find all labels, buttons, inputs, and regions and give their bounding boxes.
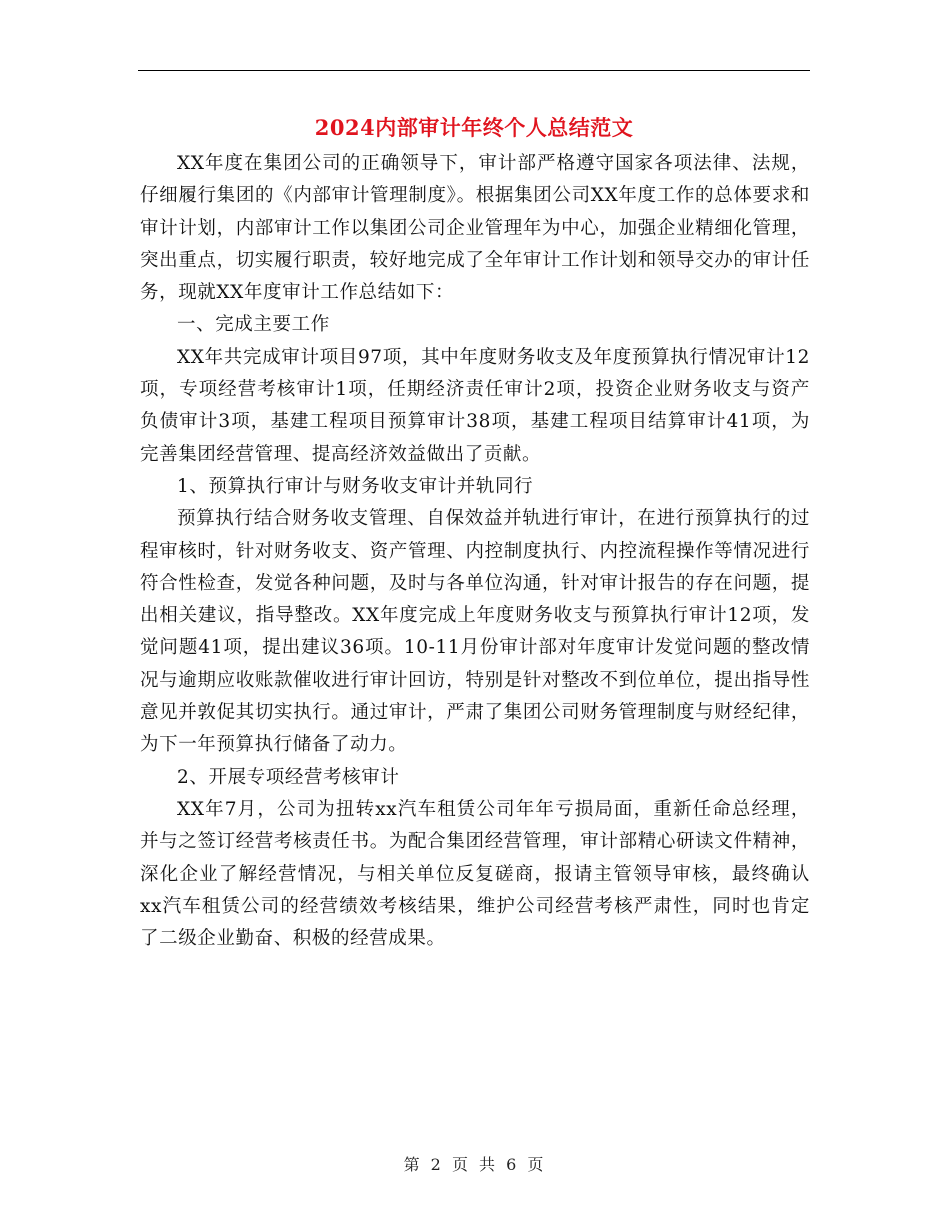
paragraph-special-audit: XX年7月，公司为扭转xx汽车租赁公司年年亏损局面，重新任命总经理，并与之签订经营考核责任书。为配合集团经营管理，审计部精心研读文件精神，深化企业了解经营情况，与相关单位反复磋商，报请主管领导审核，最终确认xx汽车租赁公司的经营绩效考核结果，维护公司经营考核严肃性，同时也肯定了二级企业勤奋、积极的经营成果。: [140, 798, 810, 950]
page-number-footer: 第 2 页 共 6 页: [403, 1155, 547, 1174]
subheading-special-audit: 2、开展专项经营考核审计: [177, 766, 400, 788]
paragraph-intro: XX年度在集团公司的正确领导下，审计部严格遵守国家各项法律、法规，仔细履行集团的《内部审计管理制度》。根据集团公司XX年度工作的总体要求和审计计划，内部审计工作以集团公司企业管理年为中心，加强企业精细化管理，突出重点，切实履行职责，较好地完成了全年审计工作计划和领导交办的审计任务，现就XX年度审计工作总结如下：: [140, 153, 810, 304]
paragraph-budget-audit: 预算执行结合财务收支管理、自保效益并轨进行审计，在进行预算执行的过程审核时，针对财务收支、资产管理、内控制度执行、内控流程操作等情况进行符合性检查，发觉各种问题，及时与各单位沟通，针对审计报告的存在问题，提出相关建议，指导整改。XX年度完成上年度财务收支与预算执行审计12项，发觉问题41项，提出建议36项。10-11月份审计部对年度审计发觉问题的整改情况与逾期应收账款催收进行审计回访，特别是针对整改不到位单位，提出指导性意见并敦促其切实执行。通过审计，严肃了集团公司财务管理制度与财经纪律，为下一年预算执行储备了动力。: [140, 508, 810, 756]
header-rule: [138, 70, 810, 71]
paragraph-main-work: XX年共完成审计项目97项，其中年度财务收支及年度预算执行情况审计12项，专项经营考核审计1项，任期经济责任审计2项，投资企业财务收支与资产负债审计3项，基建工程项目预算审计38项，基建工程项目结算审计41项，为完善集团经营管理、提高经济效益做出了贡献。: [140, 346, 810, 465]
document-body: [140, 148, 810, 955]
subheading-budget-audit: 1、预算执行审计与财务收支审计并轨同行: [177, 475, 534, 497]
section-heading-main-work: 一、完成主要工作: [177, 314, 330, 336]
document-title: 2024内部审计年终个人总结范文: [314, 115, 634, 140]
